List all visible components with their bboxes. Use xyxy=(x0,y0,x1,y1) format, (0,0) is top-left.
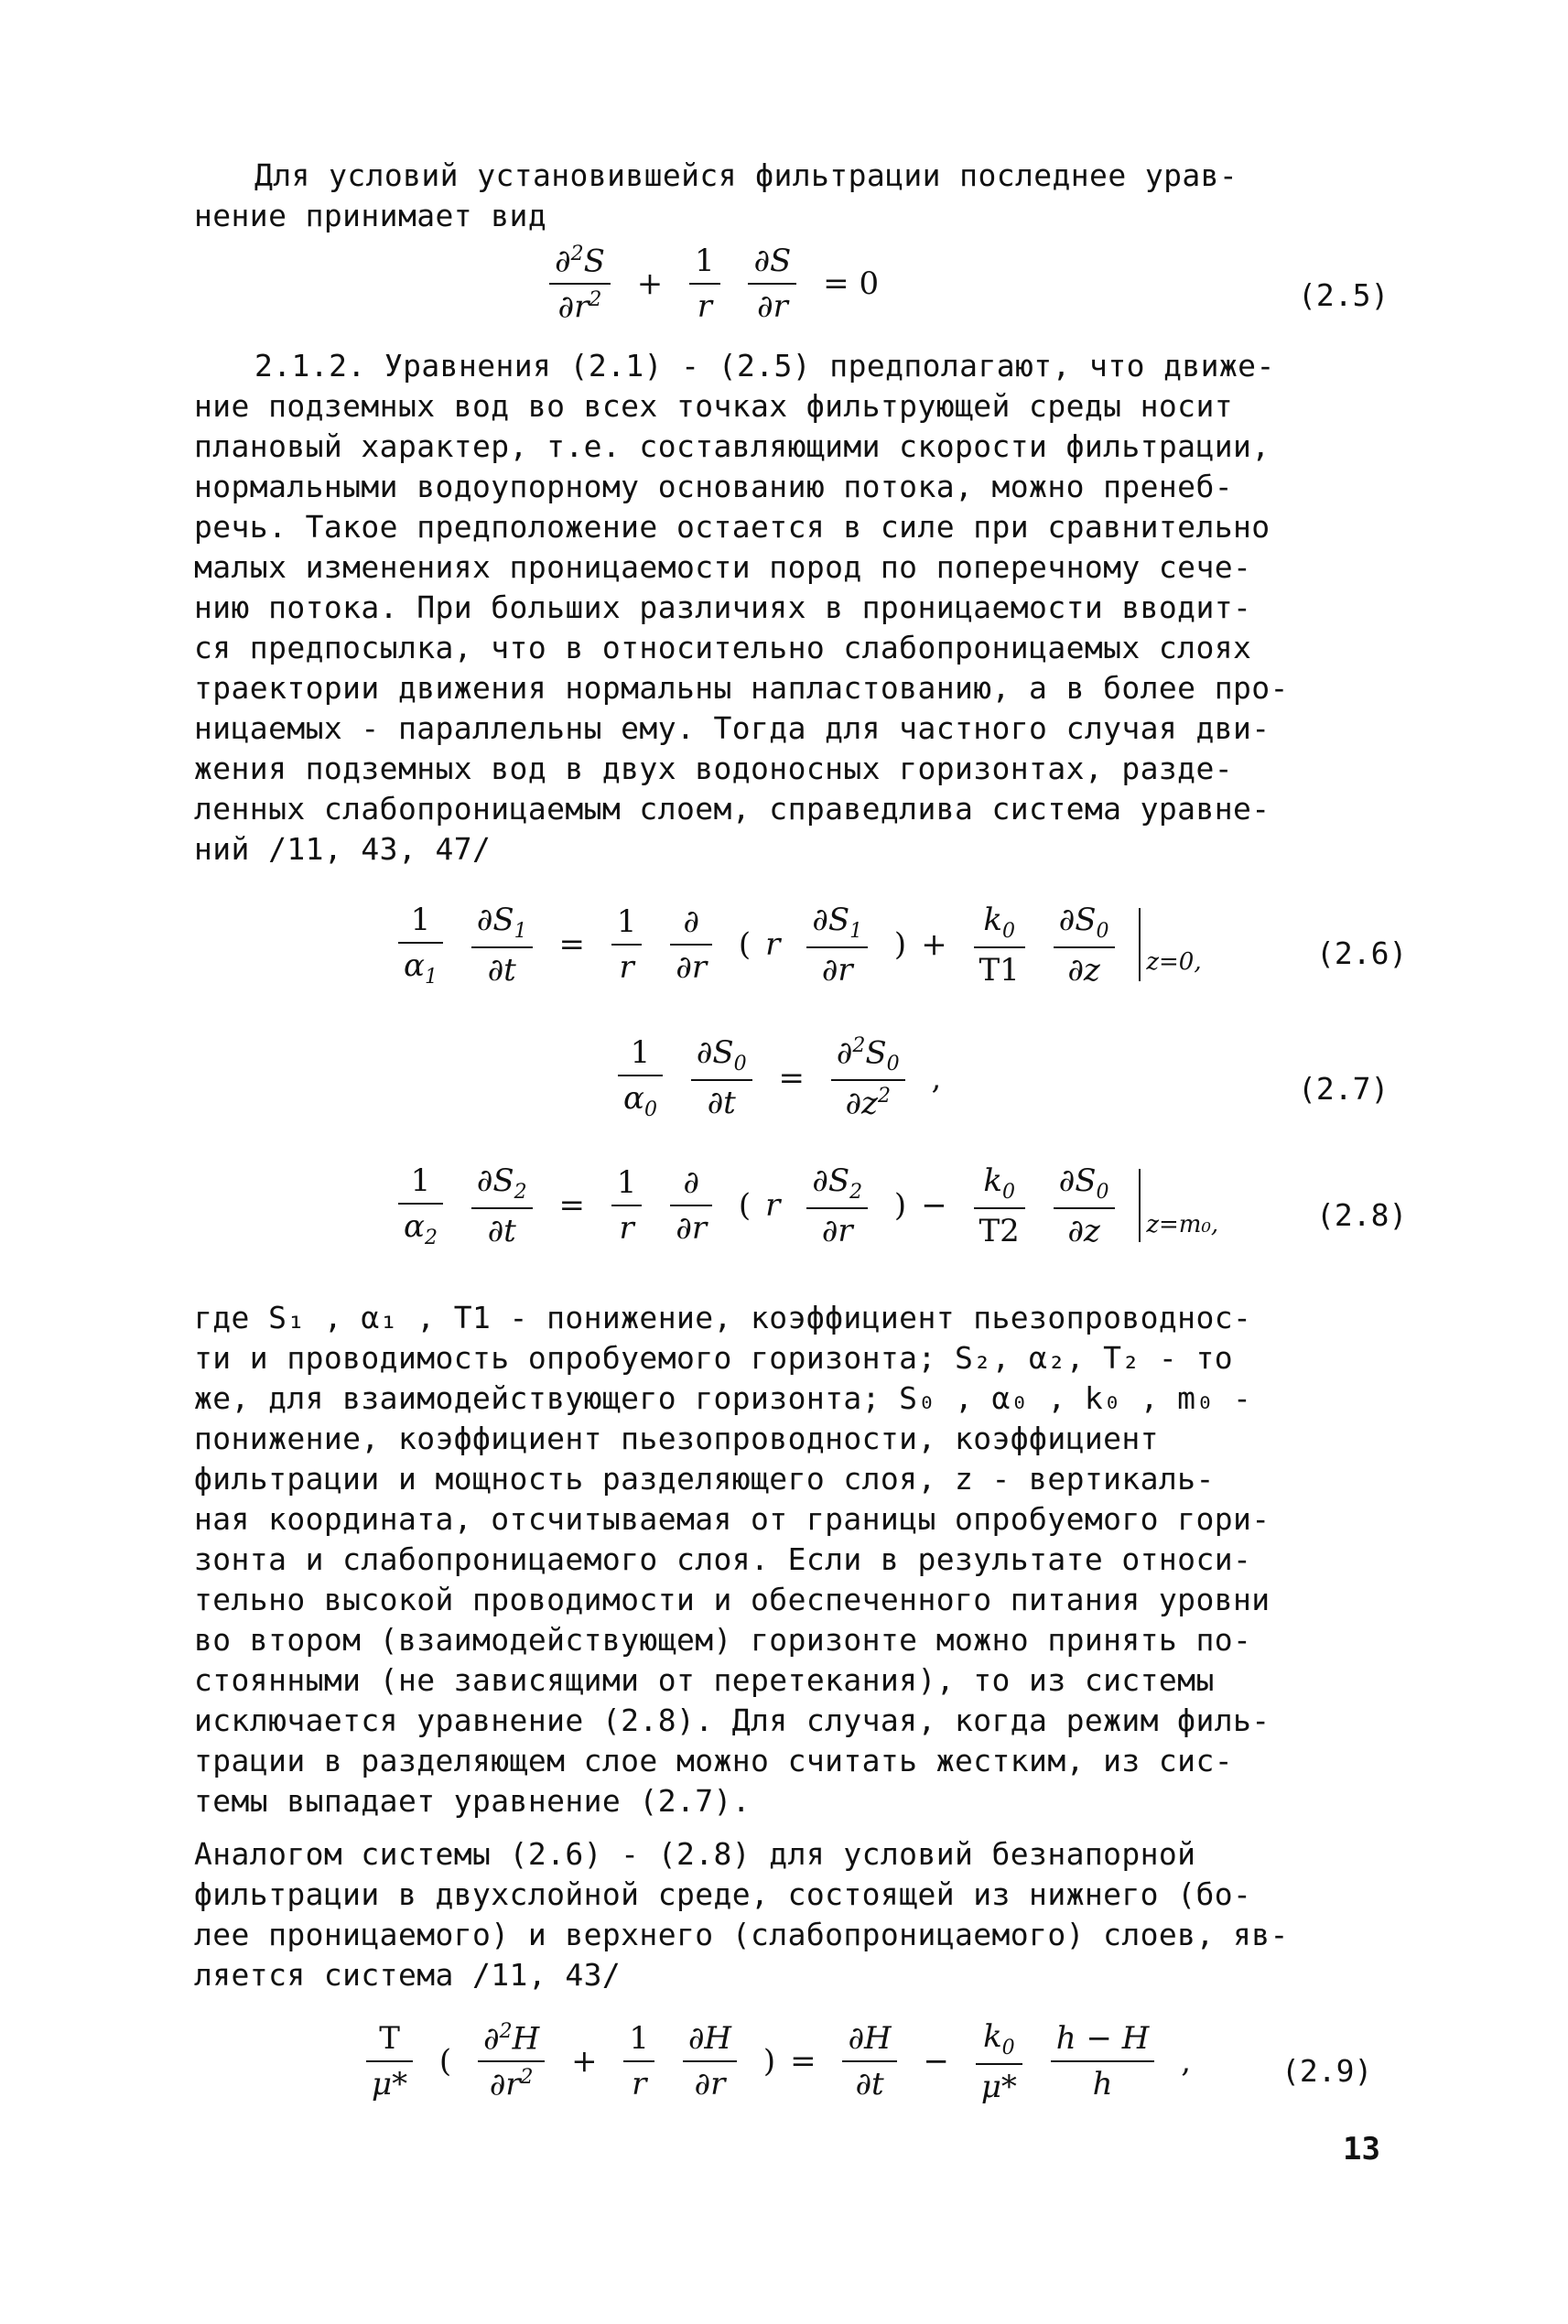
equation-number: (2.8) xyxy=(1316,1197,1408,1233)
text-line: ницаемых - параллельны ему. Тогда для частного случая дви- xyxy=(194,710,1271,746)
text-line: во втором (взаимодействующем) горизонте можно принять по- xyxy=(194,1622,1252,1658)
text-line: Аналогом системы (2.6) - (2.8) для условий безнапорной xyxy=(194,1836,1196,1872)
text-line: траектории движения нормальны напластованию, а в более про- xyxy=(194,670,1289,706)
text-line: тельно высокой проводимости и обеспеченного питания уровни xyxy=(194,1582,1271,1617)
text-line: нение принимает вид xyxy=(194,198,547,233)
text-line: понижение, коэффициент пьезопроводности, коэффициент xyxy=(194,1421,1159,1456)
equation-number: (2.7) xyxy=(1298,1071,1390,1107)
page-number: 13 xyxy=(1343,2131,1380,2167)
text-line: ся предпосылка, что в относительно слабопроницаемых слоях xyxy=(194,630,1252,665)
equation-2-5: $\frac{\partial^2S}{\partial r^2}$ + $\frac{1}{r}$ $\frac{\partial S}{\partial r}$ = 0 xyxy=(540,243,886,326)
equation-2-6: $\frac{1}{\alpha_1}$ $\frac{\partial S_1}{\partial t}$ = $\frac{1}{r}$ $\frac{\partial}{\partial r}$ ( r $\frac{\partial S_1}{\partial r}$ ) + $\frac{k_0}{T1}$ $\frac{\partial S_0}{\partial z}$ z=0, xyxy=(389,902,1150,989)
text-line: где S₁ , α₁ , T1 - понижение, коэффициент пьезопроводнос- xyxy=(194,1300,1252,1335)
equation-2-9: $\frac{T}{\mu*}$ ( $\frac{\partial^2H}{\partial r^2}$ + $\frac{1}{r}$ $\frac{\partial H}{\partial r}$ ) = $\frac{\partial H}{\partial t}$ − $\frac{k_0}{\mu*}$ $\frac{h - H}{h}$ , xyxy=(357,2018,1198,2105)
equation-2-7: $\frac{1}{\alpha_0}$ $\frac{\partial S_0}{\partial t}$ = $\frac{\partial^2S_0}{\partial z^2}$ , xyxy=(609,1034,948,1121)
equation-number: (2.5) xyxy=(1298,277,1390,313)
text-line: малых изменениях проницаемости пород по поперечному сече- xyxy=(194,549,1252,585)
equation-2-8: $\frac{1}{\alpha_2}$ $\frac{\partial S_2}{\partial t}$ = $\frac{1}{r}$ $\frac{\partial}{\partial r}$ ( r $\frac{\partial S_2}{\partial r}$ ) − $\frac{k_0}{T2}$ $\frac{\partial S_0}{\partial z}$ z=m₀, xyxy=(389,1162,1150,1249)
text-line: же, для взаимодействующего горизонта; S₀ , α₀ , k₀ , m₀ - xyxy=(194,1380,1252,1416)
equation-number: (2.6) xyxy=(1316,935,1408,971)
text-line: трации в разделяющем слое можно считать жестким, из сис- xyxy=(194,1743,1233,1778)
text-line: нию потока. При больших различиях в проницаемости вводит- xyxy=(194,589,1252,625)
eval-condition: z=0, xyxy=(1146,948,1202,977)
text-line: Для условий установившейся фильтрации последнее урав- xyxy=(254,157,1238,193)
text-line: ляется система /11, 43/ xyxy=(194,1957,622,1993)
text-line: плановый характер, т.е. составляющими скорости фильтрации, xyxy=(194,428,1271,464)
text-line: ленных слабопроницаемым слоем, справедлива система уравне- xyxy=(194,791,1271,827)
text-line: исключается уравнение (2.8). Для случая, когда режим филь- xyxy=(194,1702,1271,1738)
text-line: 2.1.2. Уравнения (2.1) - (2.5) предполагают, что движе- xyxy=(254,348,1275,384)
text-line: стоянными (не зависящими от перетекания), то из системы xyxy=(194,1662,1215,1698)
text-line: фильтрации и мощность разделяющего слоя, z - вертикаль- xyxy=(194,1461,1215,1497)
equation-number: (2.9) xyxy=(1281,2053,1373,2089)
text-line: ний /11, 43, 47/ xyxy=(194,831,492,867)
text-line: темы выпадает уравнение (2.7). xyxy=(194,1783,752,1819)
text-line: речь. Такое предположение остается в силе при сравнительно xyxy=(194,509,1271,545)
text-line: жения подземных вод в двух водоносных горизонтах, разде- xyxy=(194,751,1233,786)
text-line: нормальными водоупорному основанию потока, можно пренеб- xyxy=(194,469,1233,504)
text-line: лее проницаемого) и верхнего (слабопроницаемого) слоев, яв- xyxy=(194,1917,1289,1952)
text-line: фильтрации в двухслойной среде, состоящей из нижнего (бо- xyxy=(194,1876,1252,1912)
text-line: зонта и слабопроницаемого слоя. Если в результате относи- xyxy=(194,1541,1252,1577)
text-line: ная координата, отсчитываемая от границы опробуемого гори- xyxy=(194,1501,1271,1537)
text-line: ние подземных вод во всех точках фильтрующей среды носит xyxy=(194,388,1233,424)
text-line: ти и проводимость опробуемого горизонта; S₂, α₂, T₂ - то xyxy=(194,1340,1233,1376)
eval-condition: z=m₀, xyxy=(1146,1211,1219,1239)
